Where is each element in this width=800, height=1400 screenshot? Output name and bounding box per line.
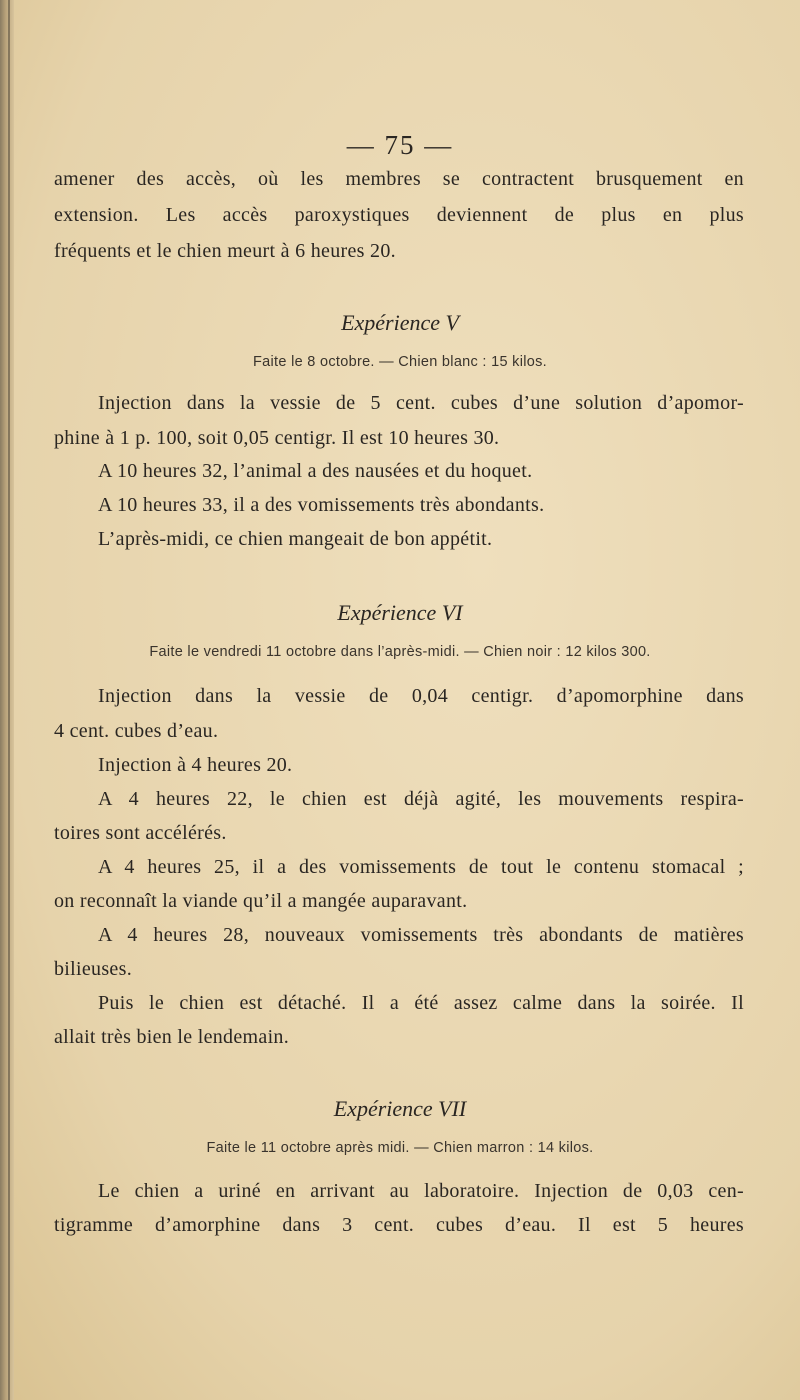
text-line: toires sont accélérés. [54, 822, 227, 844]
text-line: fréquents et le chien meurt à 6 heures 20. [54, 240, 396, 262]
text-line: A 4 heures 28, nouveaux vomissements très abondants de matières [98, 924, 744, 946]
section-subtitle: Faite le vendredi 11 octobre dans l’après-midi. — Chien noir : 12 kilos 300. [149, 644, 651, 660]
section-heading: Expérience VI [337, 600, 463, 625]
section-subtitle: Faite le 11 octobre après midi. — Chien marron : 14 kilos. [206, 1140, 594, 1156]
book-spine-shadow [0, 0, 14, 1400]
text-line: Injection à 4 heures 20. [98, 754, 293, 776]
section-subtitle: Faite le 8 octobre. — Chien blanc : 15 kilos. [253, 354, 547, 370]
text-line: extension. Les accès paroxystiques deviennent de plus en plus [54, 204, 744, 226]
page-number: — 75 — [346, 130, 454, 160]
text-line: A 4 heures 25, il a des vomissements de tout le contenu stomacal ; [98, 856, 744, 878]
text-line: on reconnaît la viande qu’il a mangée auparavant. [54, 890, 468, 912]
text-line: A 10 heures 32, l’animal a des nausées et du hoquet. [98, 460, 533, 482]
text-line: tigramme d’amorphine dans 3 cent. cubes d’eau. Il est 5 heures [54, 1214, 744, 1236]
text-line: Injection dans la vessie de 5 cent. cubes d’une solution d’apomor- [98, 392, 744, 414]
text-line: Puis le chien est détaché. Il a été assez calme dans la soirée. Il [98, 992, 744, 1014]
text-line: A 4 heures 22, le chien est déjà agité, les mouvements respira- [98, 788, 744, 810]
text-line: amener des accès, où les membres se contractent brusquement en [54, 168, 744, 190]
text-line: phine à 1 p. 100, soit 0,05 centigr. Il est 10 heures 30. [54, 427, 500, 449]
text-line: Injection dans la vessie de 0,04 centigr. d’apomorphine dans [98, 685, 744, 707]
text-line: 4 cent. cubes d’eau. [54, 720, 219, 742]
text-line: allait très bien le lendemain. [54, 1026, 290, 1048]
text-line: bilieuses. [54, 958, 132, 980]
binding-edge [8, 0, 10, 1400]
text-line: L’après-midi, ce chien mangeait de bon appétit. [98, 528, 493, 550]
text-line: A 10 heures 33, il a des vomissements très abondants. [98, 494, 545, 516]
text-line: Le chien a uriné en arrivant au laboratoire. Injection de 0,03 cen- [98, 1180, 744, 1202]
section-heading: Expérience VII [333, 1096, 467, 1121]
section-heading: Expérience V [341, 310, 459, 335]
